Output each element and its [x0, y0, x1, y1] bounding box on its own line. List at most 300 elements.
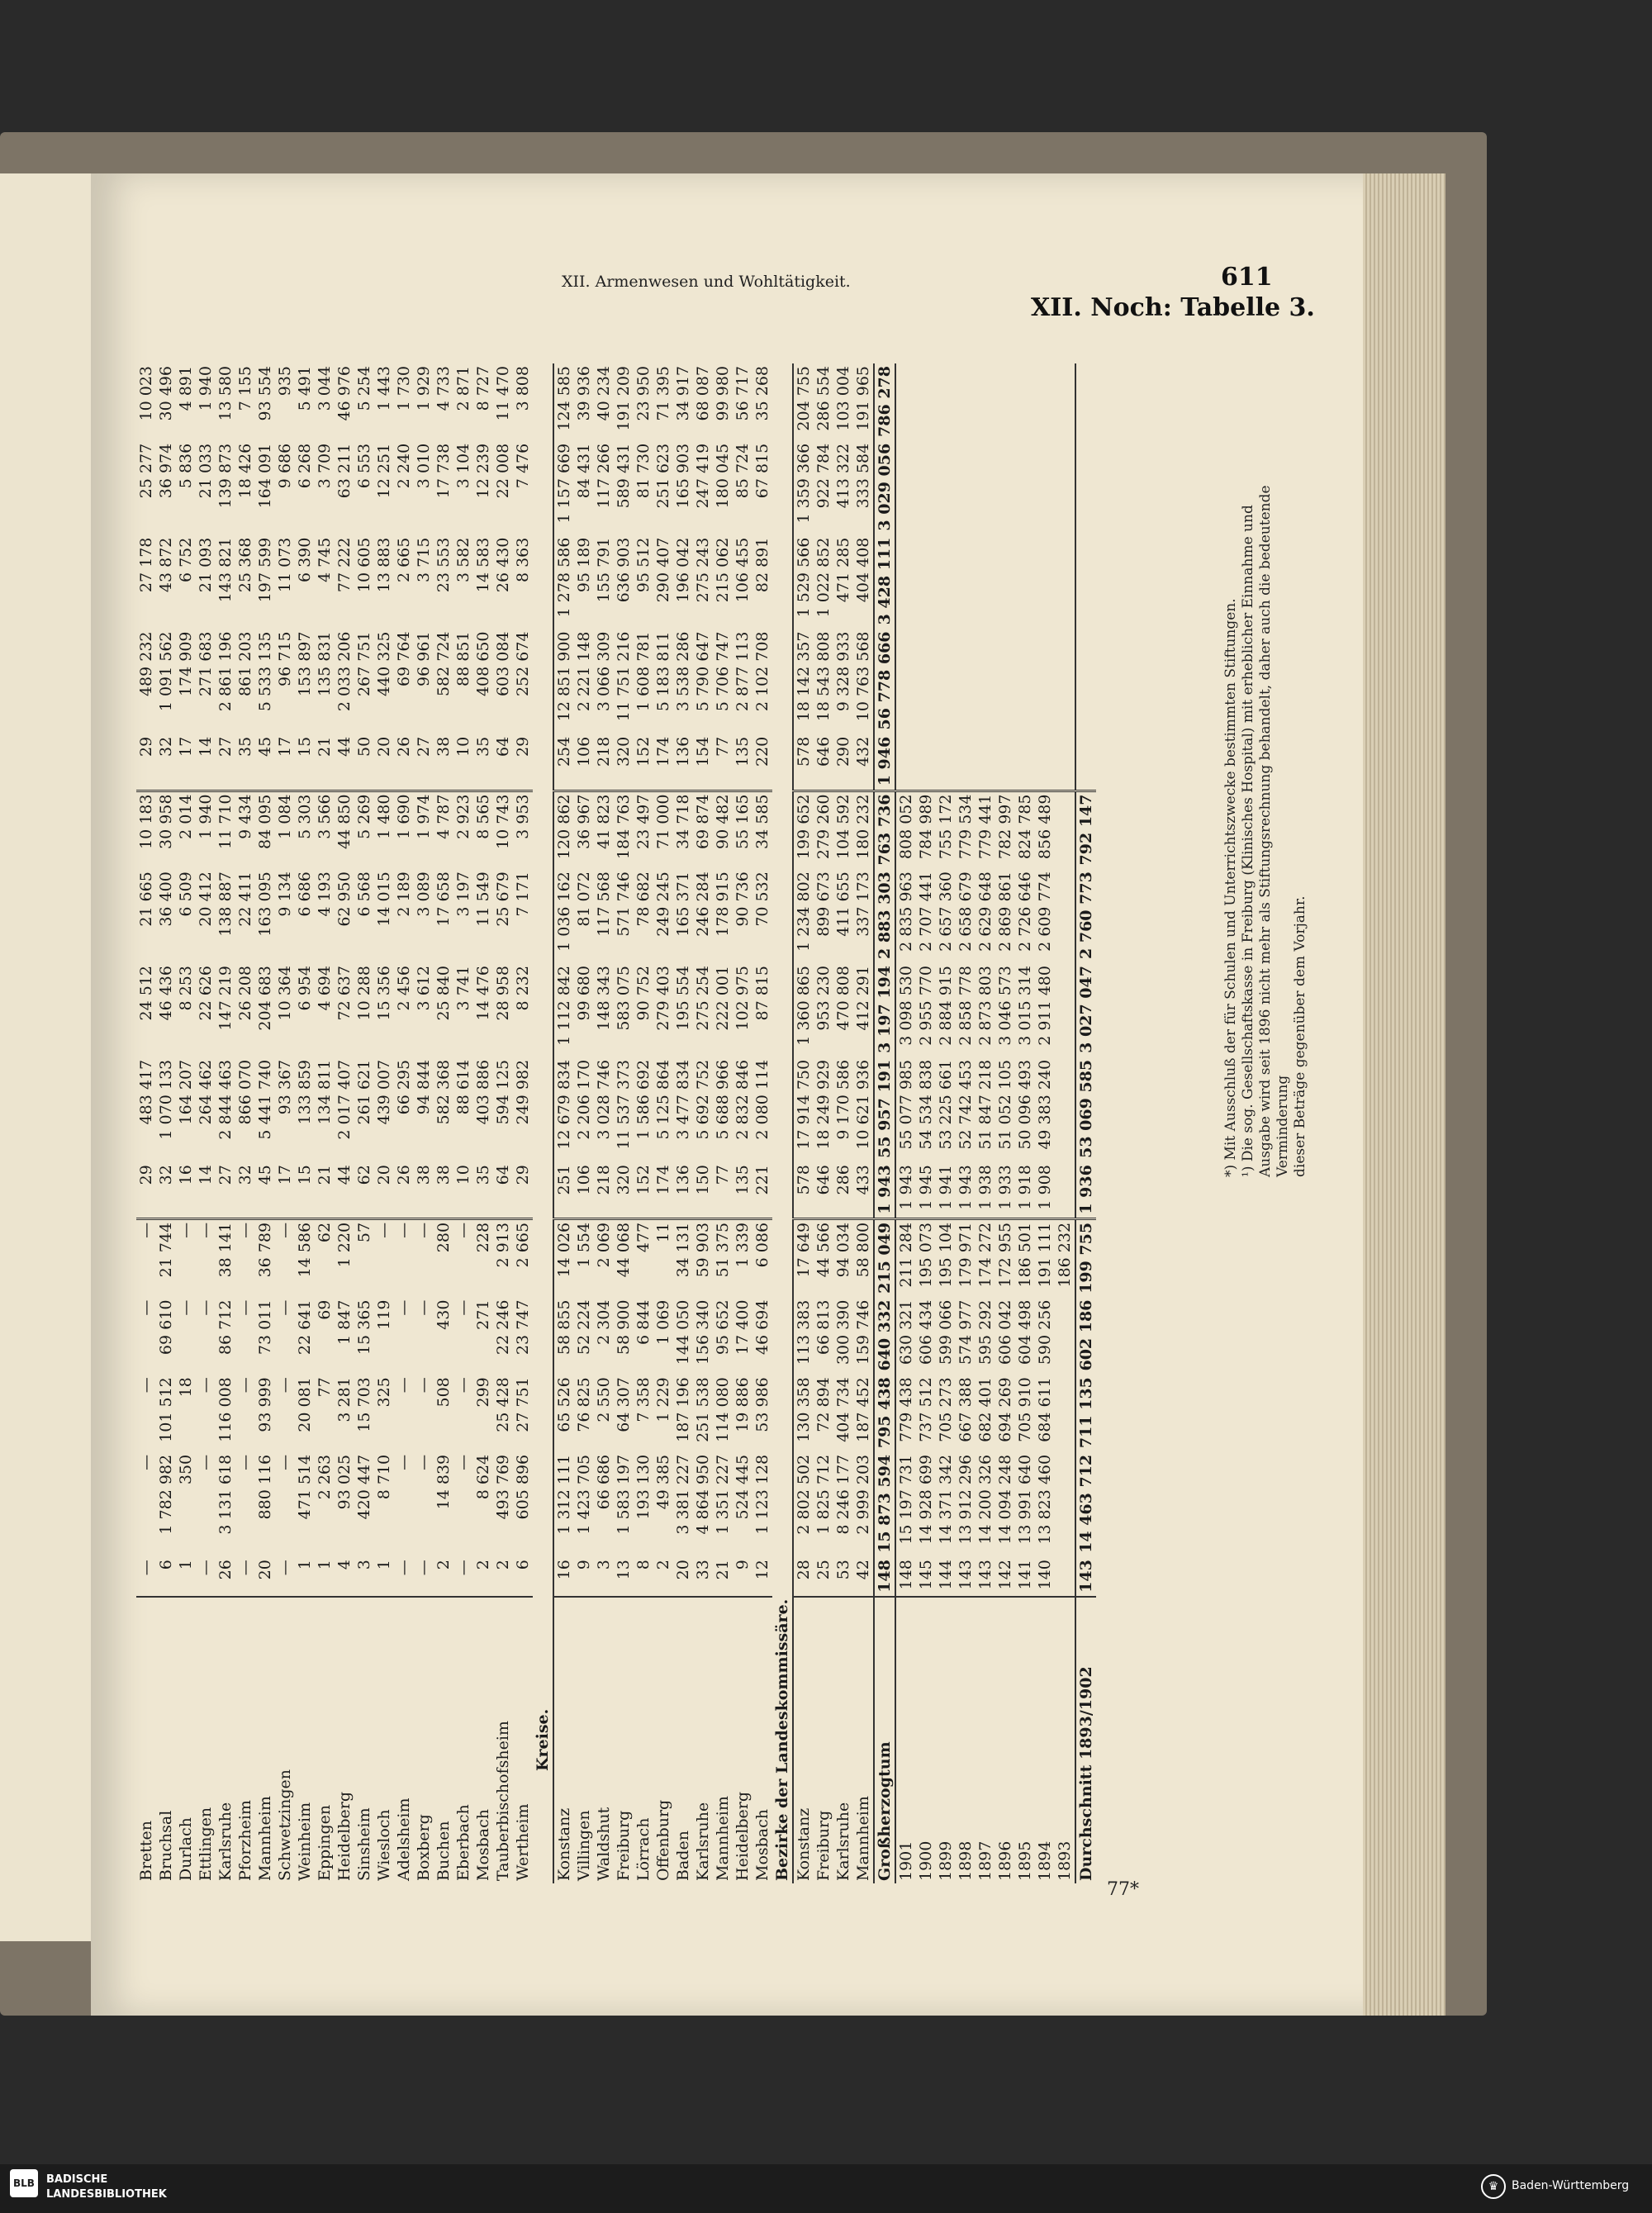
table-cell: 27	[216, 1162, 235, 1218]
table-cell: 72 894	[814, 1377, 833, 1432]
table-cell: 53 986	[753, 1377, 771, 1432]
row-label: Mannheim	[854, 1796, 872, 1881]
table-cell: 684 611	[1036, 1377, 1054, 1442]
table-cell: 2	[653, 1557, 673, 1597]
page-number: 611	[1221, 263, 1273, 292]
table-cell: 4 694	[316, 966, 334, 1011]
table-cell: 2 955 770	[917, 966, 935, 1046]
table-cell: 119	[375, 1299, 393, 1330]
table-cell: 11 549	[474, 871, 492, 927]
table-cell: 1 946	[874, 734, 895, 791]
table-cell: 55 957 191	[874, 1057, 895, 1162]
table-cell: 24 512	[137, 966, 155, 1021]
table-cell: 147 219	[216, 966, 235, 1031]
table-cell: 3 098 530	[895, 963, 916, 1057]
table-cell: 23 950	[634, 366, 653, 421]
table-cell: 143 821	[216, 537, 235, 603]
table-cell	[956, 734, 976, 791]
table-row	[936, 363, 956, 1883]
table-cell: 148	[895, 1557, 916, 1597]
table-cell: 9	[733, 1557, 752, 1597]
table-cell: —	[197, 1377, 215, 1394]
table-row	[176, 363, 196, 1883]
row-label: Mannheim	[714, 1796, 732, 1881]
table-cell: 215 062	[714, 537, 732, 603]
table-cell: —	[415, 1299, 433, 1316]
table-cell	[1055, 791, 1075, 869]
table-cell: 36 967	[575, 794, 593, 849]
table-cell: 2 609 774	[1036, 871, 1054, 952]
row-label: Großherzogtum	[874, 1597, 895, 1883]
table-cell: —	[375, 1222, 393, 1238]
table-cell: 191 209	[615, 366, 633, 431]
table-cell: 21	[713, 1557, 733, 1597]
table-cell: 935	[276, 366, 294, 397]
table-cell: 3 428 111	[874, 535, 895, 629]
table-cell: 57	[355, 1222, 373, 1243]
table-cell: 1 782 982	[157, 1454, 175, 1535]
signature-mark: 77*	[1107, 1879, 1139, 1900]
table-cell: 440 325	[375, 631, 393, 697]
table-cell: 78 682	[634, 871, 653, 927]
table-cell: 1 940	[197, 366, 215, 411]
table-cell: 106	[574, 1162, 594, 1218]
table-cell	[1015, 363, 1035, 441]
table-cell: 58 900	[615, 1299, 633, 1356]
table-cell	[916, 441, 936, 535]
table-cell: 3 612	[415, 966, 433, 1011]
table-cell: 58 855	[553, 1298, 574, 1375]
table-cell: 49 385	[654, 1454, 672, 1510]
table-cell: 27 178	[137, 537, 155, 593]
table-row	[553, 363, 574, 1883]
table-cell: 164 091	[256, 443, 274, 509]
table-cell: 4 733	[434, 366, 453, 411]
table-cell: 10	[453, 734, 473, 791]
table-cell: 66 686	[595, 1454, 613, 1510]
table-cell: 211 284	[895, 1218, 916, 1297]
table-cell: 300 390	[834, 1299, 852, 1365]
table-cell: 6 086	[753, 1222, 771, 1268]
table-cell: 3 281	[335, 1377, 354, 1422]
table-cell: 286	[833, 1162, 853, 1218]
table-cell: 953 230	[814, 966, 833, 1031]
table-cell	[916, 734, 936, 791]
table-cell: 8 363	[514, 537, 532, 583]
table-cell: 29	[513, 1162, 533, 1218]
table-cell: 489 232	[137, 631, 155, 697]
table-cell: 17	[176, 734, 196, 791]
row-label: Boxberg	[415, 1814, 433, 1881]
table-cell: 439 007	[375, 1059, 393, 1125]
table-cell: 320	[614, 734, 634, 791]
table-cell: —	[415, 1377, 433, 1394]
table-cell: 271	[474, 1299, 492, 1330]
table-cell: 578	[793, 1162, 814, 1218]
table-cell: 325	[375, 1377, 393, 1408]
table-cell: 44	[335, 734, 354, 791]
table-cell: 1 974	[415, 794, 433, 839]
table-cell: 251 538	[694, 1377, 712, 1442]
table-cell: 9 686	[276, 443, 294, 489]
table-cell: 73 011	[256, 1299, 274, 1356]
table-cell: 3 046 573	[996, 966, 1014, 1046]
row-label: 1901	[895, 1597, 916, 1883]
table-cell: 81 730	[634, 443, 653, 499]
table-cell: 2 726 646	[1016, 871, 1034, 952]
table-cell	[1055, 535, 1075, 629]
table-cell: 2 189	[395, 871, 413, 917]
table-cell: 69 764	[395, 631, 413, 686]
table-cell: 174 909	[177, 631, 195, 697]
table-cell: 77	[316, 1377, 334, 1398]
table-cell: 141	[1015, 1557, 1035, 1597]
table-cell: 144	[936, 1557, 956, 1597]
table-cell: 470 808	[834, 966, 852, 1031]
table-cell: 62	[354, 1162, 374, 1218]
table-cell	[976, 535, 995, 629]
table-cell: 6 390	[296, 537, 314, 583]
table-cell: 249 245	[654, 871, 672, 937]
table-cell: 28 958	[494, 966, 512, 1021]
table-cell: 22 008	[494, 443, 512, 499]
table-cell: 1 157 669	[553, 441, 574, 535]
table-cell: 64	[493, 734, 513, 791]
table-cell: 16	[176, 1162, 196, 1218]
table-cell: 93 554	[256, 366, 274, 421]
table-cell: 117 568	[595, 871, 613, 937]
table-cell: 154	[693, 734, 713, 791]
table-cell: —	[177, 1299, 195, 1316]
table-cell: 2 657 360	[937, 871, 955, 952]
table-cell: 275 243	[694, 537, 712, 603]
table-cell: 143	[976, 1557, 995, 1597]
table-cell: 95 652	[714, 1299, 732, 1356]
table-cell: 1 690	[395, 794, 413, 839]
table-cell	[1055, 629, 1075, 734]
table-cell: 1 234 802	[793, 869, 814, 963]
table-cell: 4 745	[316, 537, 334, 583]
table-cell	[1075, 535, 1096, 629]
table-cell: 93 367	[276, 1059, 294, 1115]
table-cell: 471 285	[834, 537, 852, 603]
table-row	[275, 363, 295, 1883]
table-title: XII. Noch: Tabelle 3.	[1031, 293, 1315, 322]
table-cell	[1075, 629, 1096, 734]
table-cell: 13 883	[375, 537, 393, 593]
table-cell: 34 585	[753, 794, 771, 849]
table-cell: 152	[634, 1162, 653, 1218]
table-cell: 49 383 240	[1036, 1059, 1054, 1150]
table-cell: 779 534	[957, 794, 975, 860]
table-cell	[895, 535, 916, 629]
table-cell: 2	[473, 1557, 493, 1597]
table-cell: 117 266	[595, 443, 613, 509]
table-cell: —	[236, 1222, 254, 1238]
table-cell	[916, 629, 936, 734]
table-cell: 1 091 562	[157, 631, 175, 712]
table-cell: 667 388	[957, 1377, 975, 1442]
table-cell: 63 211	[335, 443, 354, 499]
table-cell: 3 029 056	[874, 441, 895, 535]
table-cell: 186 501	[1016, 1222, 1034, 1288]
row-label: Eberbach	[454, 1804, 472, 1881]
table-cell: 4 787	[434, 794, 453, 839]
table-cell: 6 844	[634, 1299, 653, 1345]
table-cell: 15	[295, 1162, 315, 1218]
table-cell: 7 155	[236, 366, 254, 411]
table-cell: 59 903	[694, 1222, 712, 1278]
table-row	[976, 363, 995, 1883]
table-cell: 159 746	[854, 1299, 872, 1365]
table-cell: 2 629 648	[976, 871, 995, 952]
table-cell: 8 232	[514, 966, 532, 1011]
table-cell: 337 173	[854, 871, 872, 937]
table-cell: 14 839	[434, 1454, 453, 1510]
table-cell	[936, 441, 956, 535]
table-cell: 62	[316, 1222, 334, 1243]
table-cell: 5 836	[177, 443, 195, 489]
table-cell: 251	[553, 1162, 574, 1218]
table-cell: 81 072	[575, 871, 593, 927]
table-cell: 604 498	[1016, 1299, 1034, 1365]
table-cell: 1 480	[375, 794, 393, 839]
table-cell: 187 452	[854, 1377, 872, 1442]
table-cell: 14 476	[474, 966, 492, 1021]
table-cell: 3 197 194	[874, 963, 895, 1057]
table-cell: 9 170 586	[834, 1059, 852, 1140]
table-cell: 320	[614, 1162, 634, 1218]
table-cell: 13 991 640	[1016, 1454, 1034, 1545]
blb-logo-icon[interactable]: BLB	[10, 2169, 38, 2197]
table-cell: 646	[814, 1162, 833, 1218]
table-cell: 25 840	[434, 966, 453, 1021]
table-cell: 5 254	[355, 366, 373, 411]
table-cell: 18 426	[236, 443, 254, 499]
table-cell	[936, 629, 956, 734]
table-cell: 138 887	[216, 871, 235, 937]
table-cell: 69	[316, 1299, 334, 1320]
table-row	[833, 363, 853, 1883]
table-cell	[1055, 1057, 1075, 1162]
table-cell	[976, 734, 995, 791]
table-cell: 27 751	[514, 1377, 532, 1432]
table-cell: 152	[634, 734, 653, 791]
table-cell: 163 095	[256, 871, 274, 937]
table-cell: —	[137, 1454, 155, 1470]
table-cell: 6 509	[177, 871, 195, 917]
table-cell: —	[453, 1557, 473, 1597]
footnote: ¹) Die sog. Gesellschaftskasse in Freiburg (Klinisches Hospital) mit erheblicher Einnahme und Ausgabe wird seit 1896 nicht mehr als Stiftungsrechnung behandelt, daher auch die bedeutende Verminderung	[1240, 485, 1291, 1177]
table-cell: 56 717	[733, 366, 752, 421]
table-row	[614, 363, 634, 1883]
table-cell: 524 445	[733, 1454, 752, 1520]
table-cell: 77	[713, 1162, 733, 1218]
table-cell: 3 715	[415, 537, 433, 583]
table-cell: 5 183 811	[654, 631, 672, 712]
table-cell: 64 307	[615, 1377, 633, 1432]
table-cell: 130 358	[793, 1375, 814, 1452]
table-cell: 3 197	[454, 871, 472, 917]
table-cell	[895, 734, 916, 791]
table-cell: 605 896	[514, 1454, 532, 1520]
table-cell: 9 328 933	[834, 631, 852, 712]
table-cell: 34 131	[674, 1222, 692, 1278]
table-cell: 1 339	[733, 1222, 752, 1268]
table-cell: 290	[833, 734, 853, 791]
row-label: Mosbach	[474, 1808, 492, 1881]
table-cell	[976, 629, 995, 734]
table-cell	[1075, 363, 1096, 441]
table-cell: 191 965	[854, 366, 872, 431]
table-cell	[936, 363, 956, 441]
table-cell: 275 254	[694, 966, 712, 1031]
table-row	[752, 363, 772, 1883]
table-cell: 5 790 647	[694, 631, 712, 712]
table-cell: 4	[335, 1557, 354, 1597]
table-cell: —	[414, 1557, 434, 1597]
table-cell: 261 621	[355, 1059, 373, 1125]
table-cell: 135 831	[316, 631, 334, 697]
table-cell: 2 835 963	[895, 869, 916, 963]
table-cell: 12	[752, 1557, 772, 1597]
table-cell: 95 512	[634, 537, 653, 593]
statistics-table	[136, 363, 1096, 1883]
table-cell: 3 538 286	[674, 631, 692, 712]
table-cell: 14 015	[375, 871, 393, 927]
table-cell: 68 087	[694, 366, 712, 421]
table-cell	[916, 363, 936, 441]
table-cell: 106	[574, 734, 594, 791]
table-cell: —	[276, 1299, 294, 1316]
row-label: Ettlingen	[197, 1807, 215, 1881]
table-row	[414, 363, 434, 1883]
table-cell: —	[415, 1454, 433, 1470]
table-cell: 13 580	[216, 366, 235, 421]
table-cell: 9 134	[276, 871, 294, 917]
table-cell	[1035, 535, 1055, 629]
table-cell: 51 847 218	[976, 1059, 995, 1150]
table-cell: 66 295	[395, 1059, 413, 1115]
table-cell: 1 941	[936, 1162, 956, 1218]
table-cell: —	[137, 1299, 155, 1316]
table-cell: 142	[995, 1557, 1015, 1597]
table-row	[594, 363, 614, 1883]
table-cell: 15 197 731	[895, 1452, 916, 1557]
table-row	[156, 363, 176, 1883]
table-cell: 1 069	[654, 1299, 672, 1345]
table-cell: 30 496	[157, 366, 175, 421]
table-cell: 420 447	[355, 1454, 373, 1520]
viewer-footer-bar	[0, 2164, 1652, 2213]
table-cell	[1035, 363, 1055, 441]
table-cell	[1055, 869, 1075, 963]
table-cell: 299	[474, 1377, 492, 1408]
table-cell: 193 130	[634, 1454, 653, 1520]
table-row	[673, 363, 693, 1883]
table-cell: 1 443	[375, 366, 393, 411]
table-cell: 6 553	[355, 443, 373, 489]
table-cell: 53 069 585	[1075, 1057, 1096, 1162]
coat-of-arms-icon[interactable]: ♛	[1481, 2174, 1506, 2199]
table-cell: 55 077 985	[895, 1057, 916, 1162]
table-cell: 70 532	[753, 871, 771, 927]
table-cell: 14	[196, 734, 216, 791]
library-name[interactable]: BADISCHE LANDESBIBLIOTHEK	[46, 2173, 167, 2201]
table-cell: 106 455	[733, 537, 752, 603]
table-cell: 10 763 568	[854, 631, 872, 722]
table-cell: 18 249 929	[814, 1059, 833, 1150]
table-cell: 155 791	[595, 537, 613, 603]
row-label: Bretten	[137, 1820, 155, 1881]
table-cell: 1 730	[395, 366, 413, 411]
table-cell: 56 778 666	[874, 629, 895, 734]
table-cell: 187 196	[674, 1377, 692, 1442]
table-row	[235, 363, 255, 1883]
table-cell	[1055, 1162, 1075, 1218]
row-label: Konstanz	[793, 1597, 814, 1883]
table-row	[295, 363, 315, 1883]
table-row	[255, 363, 275, 1883]
table-cell: 1 036 162	[553, 869, 574, 963]
table-cell: 2 861 196	[216, 631, 235, 712]
table-cell: 271 683	[197, 631, 215, 697]
table-cell: 220	[752, 734, 772, 791]
table-cell: 139 873	[216, 443, 235, 509]
table-cell: 87 815	[753, 966, 771, 1021]
table-row	[853, 363, 874, 1883]
table-cell: 90 752	[634, 966, 653, 1021]
row-label: Heidelberg	[733, 1791, 752, 1881]
table-cell: 1 945	[916, 1162, 936, 1218]
table-cell: 26 430	[494, 537, 512, 593]
table-cell: 20 081	[296, 1377, 314, 1432]
section-label: Bezirke der Landeskommissäre.	[773, 1598, 791, 1881]
table-row	[394, 363, 414, 1883]
partner-name[interactable]: Baden-Württemberg	[1512, 2179, 1630, 2192]
table-cell: 571 746	[615, 871, 633, 937]
table-cell: 640 332	[874, 1298, 895, 1375]
table-cell: 5 269	[355, 794, 373, 839]
table-cell: 290 407	[654, 537, 672, 603]
table-cell: 67 815	[753, 443, 771, 499]
table-cell: 636 903	[615, 537, 633, 603]
table-cell	[1055, 363, 1075, 441]
table-cell	[1075, 441, 1096, 535]
table-cell: —	[395, 1222, 413, 1238]
table-cell: 11 470	[494, 366, 512, 421]
table-cell: 36 789	[256, 1222, 274, 1278]
table-cell: 25 679	[494, 871, 512, 927]
row-label: Offenburg	[654, 1799, 672, 1881]
table-cell: 10	[453, 1162, 473, 1218]
table-cell: 3 028 746	[595, 1059, 613, 1140]
table-cell: 15 356	[375, 966, 393, 1021]
table-cell: 14 928 699	[917, 1454, 935, 1545]
table-cell: 215 049	[874, 1218, 895, 1297]
table-cell: 204 755	[793, 363, 814, 441]
table-cell: 711 135	[1075, 1375, 1096, 1452]
table-cell: 20	[673, 1557, 693, 1597]
table-cell: 174 272	[976, 1222, 995, 1288]
table-cell: 38	[434, 734, 453, 791]
table-cell: 254	[553, 734, 574, 791]
table-cell: 195 104	[937, 1222, 955, 1288]
table-cell: 25	[814, 1557, 833, 1597]
table-cell: 824 785	[1016, 794, 1034, 860]
table-cell: 2 658 679	[957, 871, 975, 952]
table-cell: 5 688 966	[714, 1059, 732, 1140]
